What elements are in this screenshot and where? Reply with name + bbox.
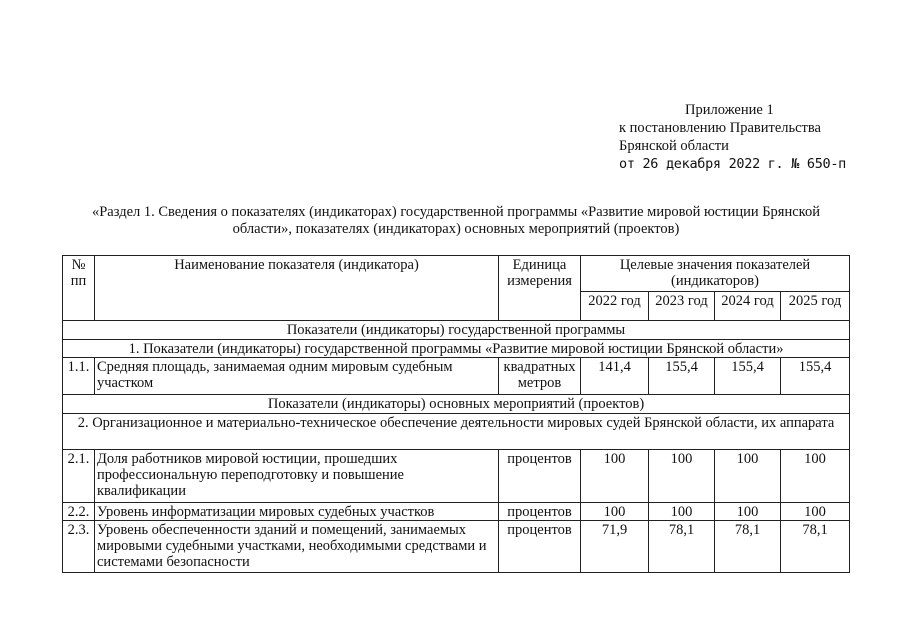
row-number: 2.1. (63, 450, 95, 503)
row-value-2024: 78,1 (715, 521, 781, 573)
row-value-2025: 78,1 (781, 521, 850, 573)
header-target-values: Целевые значения показателей (индикаторов) (581, 256, 850, 292)
table-row (63, 450, 850, 503)
group-row (63, 414, 850, 450)
table-row (63, 358, 850, 395)
row-value-2025: 100 (781, 503, 850, 521)
header-unit: Единица измерения (499, 256, 581, 321)
row-value-2024: 155,4 (715, 358, 781, 395)
group-state-program: Показатели (индикаторы) государственной программы (63, 321, 850, 340)
row-number: 2.2. (63, 503, 95, 521)
group-row (63, 395, 850, 414)
row-value-2023: 100 (649, 503, 715, 521)
header-year-2022: 2022 год (581, 292, 649, 321)
row-indicator-name: Средняя площадь, занимаемая одним мировым судебным участком (95, 358, 499, 395)
row-value-2025: 100 (781, 450, 850, 503)
table-row (63, 503, 850, 521)
appendix-header (619, 101, 846, 173)
row-value-2023: 78,1 (649, 521, 715, 573)
row-value-2022: 100 (581, 450, 649, 503)
row-value-2022: 100 (581, 503, 649, 521)
row-value-2022: 71,9 (581, 521, 649, 573)
row-value-2024: 100 (715, 450, 781, 503)
appendix-decree-ref: к постановлению Правительства (619, 120, 821, 136)
row-indicator-name: Уровень информатизации мировых судебных участков (95, 503, 499, 521)
appendix-title: Приложение 1 (685, 102, 774, 118)
row-value-2024: 100 (715, 503, 781, 521)
row-unit: процентов (499, 521, 581, 573)
row-unit: квадратных метров (499, 358, 581, 395)
row-value-2023: 155,4 (649, 358, 715, 395)
row-unit: процентов (499, 503, 581, 521)
section-title-line-1: «Раздел 1. Сведения о показателях (индикаторах) государственной программы «Развитие мировой юстиции Брянской (91, 204, 820, 220)
section-title (64, 204, 848, 238)
row-number: 2.3. (63, 521, 95, 573)
header-number: № пп (63, 256, 95, 321)
group-row (63, 321, 850, 340)
row-value-2022: 141,4 (581, 358, 649, 395)
group-row (63, 340, 850, 358)
header-year-2025: 2025 год (781, 292, 850, 321)
header-year-2024: 2024 год (715, 292, 781, 321)
row-indicator-name: Уровень обеспеченности зданий и помещений, занимаемых мировыми судебными участками, необходимыми средствами и системами безопасности (95, 521, 499, 573)
appendix-region: Брянской области (619, 138, 729, 154)
table-header-row (63, 256, 850, 292)
row-value-2025: 155,4 (781, 358, 850, 395)
row-unit: процентов (499, 450, 581, 503)
row-number: 1.1. (63, 358, 95, 395)
table-row (63, 521, 850, 573)
row-value-2023: 100 (649, 450, 715, 503)
indicators-table (62, 255, 850, 573)
group-organizational-support: 2. Организационное и материально-техническое обеспечение деятельности мировых судей Брянской области, их аппарата (63, 414, 850, 450)
section-title-line-2: области», показателях (индикаторах) основных мероприятий (проектов) (232, 221, 680, 237)
appendix-date-number: от 26 декабря 2022 г. № 650-п (619, 156, 847, 172)
group-main-activities: Показатели (индикаторы) основных мероприятий (проектов) (63, 395, 850, 414)
header-year-2023: 2023 год (649, 292, 715, 321)
group-program-indicators: 1. Показатели (индикаторы) государственной программы «Развитие мировой юстиции Брянской области» (63, 340, 850, 358)
row-indicator-name: Доля работников мировой юстиции, прошедших профессиональную переподготовку и повышение квалификации (95, 450, 499, 503)
header-indicator-name: Наименование показателя (индикатора) (95, 256, 499, 321)
